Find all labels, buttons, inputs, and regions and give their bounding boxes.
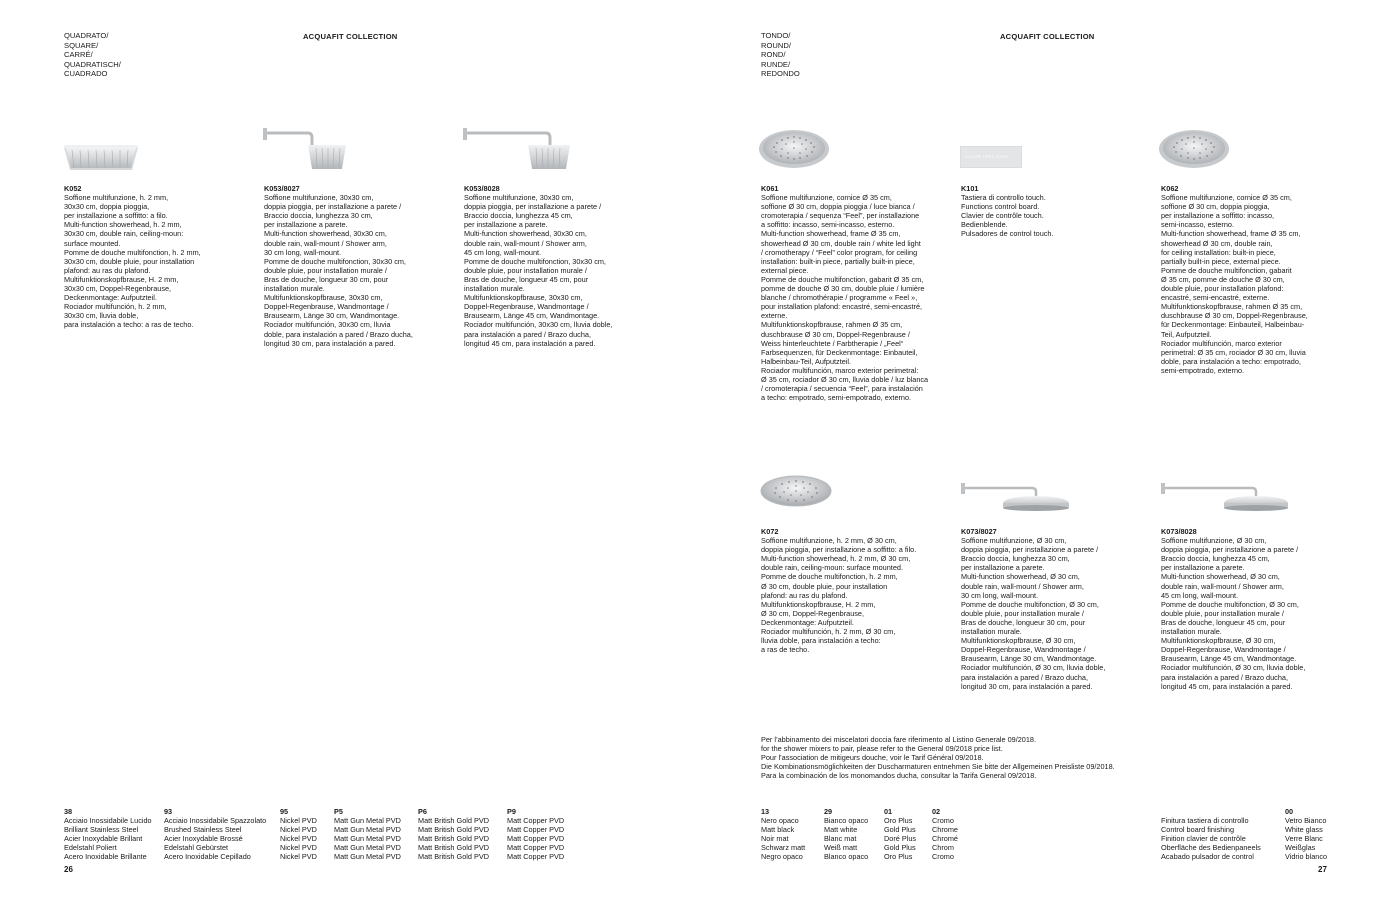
finish-names: Nero opaco Matt black Noir mat Schwarz matt Negro opaco bbox=[761, 816, 806, 862]
product-code: K053/8027 bbox=[264, 184, 300, 193]
finish-code: 00 bbox=[1285, 807, 1294, 816]
product-image-k073-8028 bbox=[1160, 480, 1290, 514]
product-image-k053-8027 bbox=[262, 125, 346, 173]
product-description: Soffione multifunzione, h. 2 mm, 30x30 cm, doppia pioggia, per installazione a soffitto: a filo. Multi-function showerhead, h. 2 mm, 30x30 cm, double rain, ceiling-moun: surface mounted. Pomme de douche multifonction, h. 2 mm, 30x30 cm, double pluie, pour installation plafond: au ras du plafond. Multifunktionskopfbrause, H. 2 mm, 30x30 cm, Doppel-Regenbrause, Deckenmontage: Aufputzteil. Rociador multifunción, h. 2 mm, 30x30 cm, lluvia doble, para instalación a techo: a ras de techo. bbox=[64, 193, 201, 330]
product-k101 bbox=[961, 184, 1141, 239]
product-k073-8027 bbox=[961, 527, 1141, 691]
product-description: Soffione multifunzione, 30x30 cm, doppia pioggia, per installazione a parete / Braccio doccia, lunghezza 45 cm, per installazione a parete. Multi-function showerhead, 30x30 cm, double rain, wall-mount / Shower arm, 45 cm long, wall-mount. Pomme de douche multifonction, 30x30 cm, double pluie, pour installation murale / Bras de douche, longueur 45 cm, pour installation murale. Multifunktionskopfbrause, 30x30 cm, Doppel-Regenbrause, Wandmontage / Brausearm, Länge 45 cm, Wandmontage. Rociador multifunción, 30x30 cm, lluvia doble, para instalación a pared / Brazo ducha, longitud 45 cm, para instalación a pared. bbox=[464, 193, 613, 348]
shower-mixer-note: Per l’abbinamento dei miscelatori doccia fare riferimento al Listino Generale 09/2018. for the shower mixers to pair, please refer to the General 09/2018 price list. Pour l’association de mitigeurs douche, voir le Tarif Général 09/2018. Die Kombinationsmöglichkeiten der Duscharmaturen entnehmen Sie bitte der Allgemeinen Preisliste 09/2018. Para la combinación de los monomandos ducha, consultar la Tarifa General 09/2018. bbox=[761, 735, 1115, 781]
finish-names: Matt Copper PVD Matt Copper PVD Matt Copper PVD Matt Copper PVD Matt Copper PVD bbox=[507, 816, 565, 862]
product-code: K061 bbox=[761, 184, 779, 193]
finish-names: Cromo Chrome Chromé Chrom Cromo bbox=[932, 816, 958, 862]
product-description: Tastiera di controllo touch. Functions control board. Clavier de contrôle touch. Bedienblende. Pulsadores de control touch. bbox=[961, 193, 1054, 239]
product-k062 bbox=[1161, 184, 1341, 375]
product-image-k073-8027 bbox=[960, 480, 1070, 514]
product-k053-8027 bbox=[264, 184, 444, 348]
finish-02 bbox=[932, 807, 958, 862]
shape-header-square: QUADRATO/ SQUARE/ CARRÉ/ QUADRATISCH/ CUADRADO bbox=[64, 31, 121, 79]
finish-names: Acciaio Inossidabile Spazzolato Brushed Stainless Steel Acier Inoxydable Brossé Edelstahl Gebürstet Acero Inoxidable Cepillado bbox=[164, 816, 267, 862]
product-description: Soffione multifunzione, Ø 30 cm, doppia pioggia, per installazione a parete / Braccio doccia, lunghezza 45 cm, per installazione a parete. Multi-function showerhead, Ø 30 cm, double rain, wall-mount / Shower arm, 45 cm long, wall-mount. Pomme de douche multifonction, Ø 30 cm, double pluie, pour installation murale / Bras de douche, longueur 45 cm, pour installation murale. Multifunktionskopfbrause, Ø 30 cm, Doppel-Regenbrause, Wandmontage / Brausearm, Länge 45 cm, Wandmontage. Rociador multifunción, Ø 30 cm, lluvia doble, para instalación a pared / Brazo ducha, longitud 45 cm, para instalación a pared. bbox=[1161, 536, 1306, 691]
finish-p6 bbox=[418, 807, 489, 862]
control-board-label: COLOR FEEL LIGHT bbox=[965, 154, 1010, 159]
finish-code: P9 bbox=[507, 807, 516, 816]
finish-93 bbox=[164, 807, 266, 862]
finish-p9 bbox=[507, 807, 564, 862]
product-description: Soffione multifunzione, cornice Ø 35 cm, soffione Ø 30 cm, doppia pioggia, per installazione a soffitto: incasso, semi-incasso, esterno. Multi-function showerhead, frame Ø 35 cm, showerhead Ø 30 cm, double rain, for ceiling installation: built-in piece, partially built-in piece, external piece. Pomme de douche multifonction, gabarit Ø 35 cm, pomme de douche Ø 30 cm, double pluie, pour installation plafond: encastré, semi-encastré, externe. Multifunktionskopfbrause, rahmen Ø 35 cm, duschbrause Ø 30 cm, Doppel-Regenbrause, für Deckenmontage: Einbauteil, Halbeinbau- Teil, Aufputzteil. Rociador multifunción, marco exterior perimetral: Ø 35 cm, rociador Ø 30 cm, lluvia doble, para instalación a techo: empotrado, semi-empotrado, externo. bbox=[1161, 193, 1308, 375]
collection-title-left: ACQUAFIT COLLECTION bbox=[303, 32, 398, 41]
product-image-k061 bbox=[758, 128, 830, 170]
shape-header-round: TONDO/ ROUND/ ROND/ RUNDE/ REDONDO bbox=[761, 31, 800, 79]
product-k061 bbox=[761, 184, 951, 402]
product-code: K053/8028 bbox=[464, 184, 500, 193]
collection-title-right: ACQUAFIT COLLECTION bbox=[1000, 32, 1095, 41]
finish-names: Oro Plus Gold Plus Doré Plus Gold Plus Oro Plus bbox=[884, 816, 917, 862]
product-image-k062 bbox=[1158, 128, 1230, 170]
finish-names: Matt British Gold PVD Matt British Gold PVD Matt British Gold PVD Matt British Gold PVD Matt British Gold PVD bbox=[418, 816, 489, 862]
finish-names: Bianco opaco Matt white Blanc mat Weiß matt Blanco opaco bbox=[824, 816, 869, 862]
product-description: Soffione multifunzione, h. 2 mm, Ø 30 cm, doppia pioggia, per installazione a soffitto: a filo. Multi-function showerhead, h. 2 mm, Ø 30 cm, double rain, ceiling-moun: surface mounted. Pomme de douche multifonction, h. 2 mm, Ø 30 cm, double pluie, pour installation plafond: au ras du plafond. Multifunktionskopfbrause, H. 2 mm, Ø 30 cm, Doppel-Regenbrause, Deckenmontage: Aufputzteil. Rociador multifunción, h. 2 mm, Ø 30 cm, lluvia doble, para instalación a techo: a ras de techo. bbox=[761, 536, 917, 655]
finish-code: 13 bbox=[761, 807, 770, 816]
finish-names: Acciaio Inossidabile Lucido Brilliant Stainless Steel Acier Inoxydable Brillant Edelstahl Poliert Acero Inoxidable Brillante bbox=[64, 816, 152, 862]
finish-95 bbox=[280, 807, 317, 862]
finish-code: 29 bbox=[824, 807, 833, 816]
finish-code: 02 bbox=[932, 807, 941, 816]
product-image-k053-8028 bbox=[462, 125, 572, 173]
finish-01 bbox=[884, 807, 916, 862]
product-description: Soffione multifunzione, cornice Ø 35 cm, soffione Ø 30 cm, doppia pioggia / luce bianca / cromoterapia / sequenza “Feel”, per installazione a soffitto: incasso, semi-incasso, esterno. Multi-function showerhead, frame Ø 35 cm, showerhead Ø 30 cm, double rain / white led light / cromotherapy / “Feel” color program, for ceiling installation: built-in piece, partially built-in piece, external piece. Pomme de douche multifonction, gabarit Ø 35 cm, pomme de douche Ø 30 cm, double pluie / lumière blanche / chromothérapie / programme « Feel », pour installation plafond: encastré, semi-encastré, externe. Multifunktionskopfbrause, rahmen Ø 35 cm, duschbrause Ø 30 cm, Doppel-Regenbrause / Weiss hinterleuchtete / Farbtherapie / „Feel“ Farbsequenzen, für Deckenmontage: Einbauteil, Halbeinbau-Teil, Aufputzteil. Rociador multifunción, marco exterior perimetral: Ø 35 cm, rociador Ø 30 cm, lluvia doble / luz blanca / cromoterapia / secuencia “Feel”, para instalación a techo: empotrado, semi-empotrado, externo. bbox=[761, 193, 929, 403]
finish-code: 93 bbox=[164, 807, 173, 816]
product-k072 bbox=[761, 527, 951, 654]
product-description: Soffione multifunzione, Ø 30 cm, doppia pioggia, per installazione a parete / Braccio doccia, lunghezza 30 cm, per installazione a parete. Multi-function showerhead, Ø 30 cm, double rain, wall-mount / Shower arm, 30 cm long, wall-mount. Pomme de douche multifonction, Ø 30 cm, double pluie, pour installation murale / Bras de douche, longueur 30 cm, pour installation murale. Multifunktionskopfbrause, Ø 30 cm, Doppel-Regenbrause, Wandmontage / Brausearm, Länge 30 cm, Wandmontage. Rociador multifunción, Ø 30 cm, lluvia doble, para instalación a pared / Brazo ducha, longitud 30 cm, para instalación a pared. bbox=[961, 536, 1106, 691]
product-code: K052 bbox=[64, 184, 82, 193]
finish-p5 bbox=[334, 807, 401, 862]
finish-38 bbox=[64, 807, 152, 862]
page-number-left: 26 bbox=[64, 865, 73, 874]
page-number-right: 27 bbox=[1318, 865, 1327, 874]
finish-code: P6 bbox=[418, 807, 427, 816]
product-image-k052 bbox=[62, 140, 140, 172]
finish-13 bbox=[761, 807, 805, 862]
product-k053-8028 bbox=[464, 184, 644, 348]
product-code: K073/8027 bbox=[961, 527, 997, 536]
product-k073-8028 bbox=[1161, 527, 1341, 691]
product-code: K073/8028 bbox=[1161, 527, 1197, 536]
product-code: K101 bbox=[961, 184, 979, 193]
finish-names: Nickel PVD Nickel PVD Nickel PVD Nickel PVD Nickel PVD bbox=[280, 816, 317, 862]
product-code: K062 bbox=[1161, 184, 1179, 193]
finish-names: Vetro Bianco White glass Verre Blanc Weißglas Vidrio blanco bbox=[1285, 816, 1328, 862]
product-description: Soffione multifunzione, 30x30 cm, doppia pioggia, per installazione a parete / Braccio doccia, lunghezza 30 cm, per installazione a parete. Multi-function showerhead, 30x30 cm, double rain, wall-mount / Shower arm, 30 cm long, wall-mount. Pomme de douche multifonction, 30x30 cm, double pluie, pour installation murale / Bras de douche, longueur 30 cm, pour installation murale. Multifunktionskopfbrause, 30x30 cm, Doppel-Regenbrause, Wandmontage / Brausearm, Länge 30 cm, Wandmontage. Rociador multifunción, 30x30 cm, lluvia doble, para instalación a pared / Brazo ducha, longitud 30 cm, para instalación a pared. bbox=[264, 193, 413, 348]
finish-code: P5 bbox=[334, 807, 343, 816]
product-image-k072 bbox=[760, 474, 832, 508]
product-code: K072 bbox=[761, 527, 779, 536]
finish-code: 38 bbox=[64, 807, 73, 816]
finish-names: Matt Gun Metal PVD Matt Gun Metal PVD Matt Gun Metal PVD Matt Gun Metal PVD Matt Gun Metal PVD bbox=[334, 816, 401, 862]
finish-00 bbox=[1285, 807, 1327, 862]
finish-29 bbox=[824, 807, 868, 862]
finish-code: 01 bbox=[884, 807, 893, 816]
product-k052 bbox=[64, 184, 244, 330]
finish-code: 95 bbox=[280, 807, 289, 816]
control-board-finish-label: Finitura tastiera di controllo Control board finishing Finition clavier de contrôle Oberfläche des Bedienpaneels Acabado pulsador de control bbox=[1161, 816, 1261, 862]
